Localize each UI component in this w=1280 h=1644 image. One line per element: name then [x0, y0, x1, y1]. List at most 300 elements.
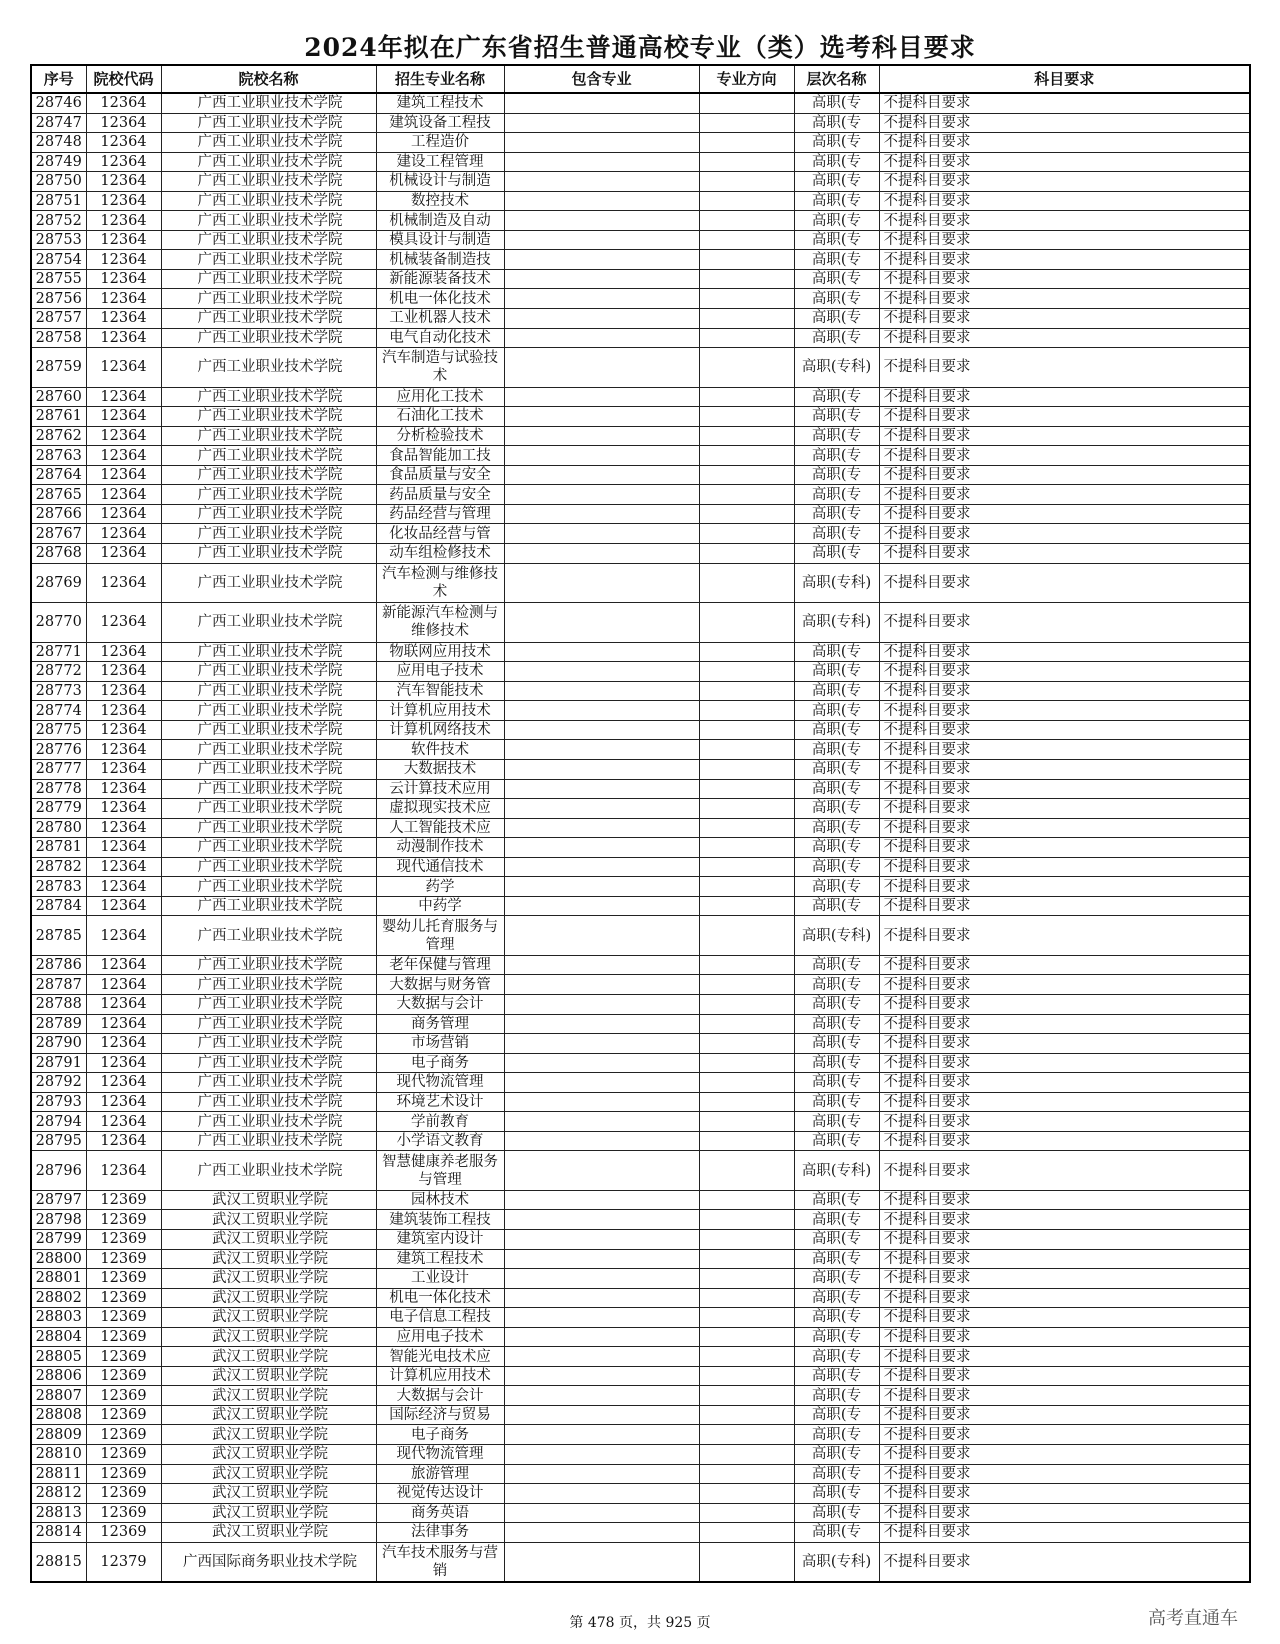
cell-school-name: 广西工业职业技术学院: [161, 465, 376, 485]
cell-level: 高职(专: [794, 269, 879, 289]
cell-subject-req: 不提科目要求: [879, 975, 1250, 995]
cell-level: 高职(专: [794, 485, 879, 505]
cell-school-name: 武汉工贸职业学院: [161, 1229, 376, 1249]
cell-level: 高职(专: [794, 779, 879, 799]
cell-school-code: 12369: [86, 1405, 161, 1425]
cell-seq: 28792: [31, 1073, 86, 1093]
cell-subject-req: 不提科目要求: [879, 113, 1250, 133]
cell-included-majors: [504, 1523, 699, 1543]
header-subject-req: 科目要求: [879, 65, 1250, 93]
cell-level: 高职(专: [794, 407, 879, 427]
cell-school-name: 广西工业职业技术学院: [161, 1112, 376, 1132]
cell-major-name: 学前教育: [376, 1112, 504, 1132]
cell-included-majors: [504, 93, 699, 113]
cell-subject-req: 不提科目要求: [879, 1445, 1250, 1465]
cell-school-code: 12364: [86, 309, 161, 329]
cell-major-direction: [699, 1445, 794, 1465]
cell-seq: 28813: [31, 1503, 86, 1523]
cell-level: 高职(专: [794, 1405, 879, 1425]
cell-major-name: 老年保健与管理: [376, 955, 504, 975]
cell-major-name: 现代物流管理: [376, 1445, 504, 1465]
cell-major-direction: [699, 799, 794, 819]
cell-major-name: 大数据与财务管: [376, 975, 504, 995]
table-row: [31, 524, 1250, 544]
cell-major-name: 电子商务: [376, 1425, 504, 1445]
cell-subject-req: 不提科目要求: [879, 211, 1250, 231]
cell-major-name: 数控技术: [376, 191, 504, 211]
cell-school-code: 12364: [86, 152, 161, 172]
cell-seq: 28791: [31, 1053, 86, 1073]
cell-major-name: 物联网应用技术: [376, 642, 504, 662]
cell-major-name: 石油化工技术: [376, 407, 504, 427]
cell-school-code: 12364: [86, 1112, 161, 1132]
cell-school-code: 12364: [86, 994, 161, 1014]
cell-major-direction: [699, 838, 794, 858]
cell-school-name: 广西工业职业技术学院: [161, 563, 376, 603]
cell-level: 高职(专: [794, 1425, 879, 1445]
table-row: [31, 896, 1250, 916]
cell-subject-req: 不提科目要求: [879, 1151, 1250, 1191]
cell-subject-req: 不提科目要求: [879, 1229, 1250, 1249]
cell-included-majors: [504, 133, 699, 153]
cell-included-majors: [504, 994, 699, 1014]
cell-seq: 28803: [31, 1308, 86, 1328]
cell-level: 高职(专: [794, 250, 879, 270]
cell-major-name: 建设工程管理: [376, 152, 504, 172]
cell-included-majors: [504, 1386, 699, 1406]
cell-school-name: 广西工业职业技术学院: [161, 230, 376, 250]
cell-level: 高职(专: [794, 328, 879, 348]
cell-school-code: 12364: [86, 799, 161, 819]
table-row: [31, 1405, 1250, 1425]
cell-major-name: 食品质量与安全: [376, 465, 504, 485]
cell-included-majors: [504, 857, 699, 877]
cell-school-name: 广西工业职业技术学院: [161, 662, 376, 682]
table-row: [31, 994, 1250, 1014]
cell-level: 高职(专: [794, 1210, 879, 1230]
cell-included-majors: [504, 1073, 699, 1093]
cell-school-code: 12369: [86, 1366, 161, 1386]
cell-school-name: 武汉工贸职业学院: [161, 1308, 376, 1328]
cell-major-direction: [699, 269, 794, 289]
cell-school-name: 广西工业职业技术学院: [161, 877, 376, 897]
table-row: [31, 289, 1250, 309]
cell-level: 高职(专科): [794, 916, 879, 956]
cell-included-majors: [504, 563, 699, 603]
cell-school-code: 12364: [86, 504, 161, 524]
cell-major-direction: [699, 603, 794, 643]
cell-school-code: 12364: [86, 93, 161, 113]
table-row: [31, 426, 1250, 446]
table-header-row: [31, 65, 1250, 93]
table-row: [31, 485, 1250, 505]
cell-major-direction: [699, 328, 794, 348]
cell-included-majors: [504, 1034, 699, 1054]
cell-major-name: 模具设计与制造: [376, 230, 504, 250]
cell-subject-req: 不提科目要求: [879, 250, 1250, 270]
table-row: [31, 1386, 1250, 1406]
table-row: [31, 1073, 1250, 1093]
cell-school-name: 广西工业职业技术学院: [161, 113, 376, 133]
cell-subject-req: 不提科目要求: [879, 1464, 1250, 1484]
cell-included-majors: [504, 485, 699, 505]
cell-seq: 28752: [31, 211, 86, 231]
cell-subject-req: 不提科目要求: [879, 1034, 1250, 1054]
cell-included-majors: [504, 504, 699, 524]
cell-included-majors: [504, 269, 699, 289]
cell-subject-req: 不提科目要求: [879, 818, 1250, 838]
cell-school-name: 广西工业职业技术学院: [161, 916, 376, 956]
cell-major-direction: [699, 1190, 794, 1210]
cell-seq: 28770: [31, 603, 86, 643]
cell-major-direction: [699, 250, 794, 270]
table-row: [31, 1542, 1250, 1582]
cell-school-code: 12364: [86, 877, 161, 897]
cell-school-name: 广西工业职业技术学院: [161, 642, 376, 662]
table-row: [31, 269, 1250, 289]
cell-level: 高职(专: [794, 152, 879, 172]
cell-seq: 28771: [31, 642, 86, 662]
cell-major-direction: [699, 1288, 794, 1308]
table-row: [31, 1190, 1250, 1210]
cell-included-majors: [504, 1542, 699, 1582]
cell-seq: 28801: [31, 1269, 86, 1289]
cell-included-majors: [504, 603, 699, 643]
cell-included-majors: [504, 1366, 699, 1386]
cell-major-direction: [699, 524, 794, 544]
cell-included-majors: [504, 465, 699, 485]
table-row: [31, 838, 1250, 858]
cell-school-code: 12369: [86, 1288, 161, 1308]
cell-included-majors: [504, 1327, 699, 1347]
cell-subject-req: 不提科目要求: [879, 779, 1250, 799]
cell-subject-req: 不提科目要求: [879, 1131, 1250, 1151]
cell-level: 高职(专: [794, 230, 879, 250]
cell-school-name: 武汉工贸职业学院: [161, 1405, 376, 1425]
cell-major-name: 建筑室内设计: [376, 1229, 504, 1249]
cell-school-name: 广西国际商务职业技术学院: [161, 1542, 376, 1582]
cell-major-name: 工业设计: [376, 1269, 504, 1289]
cell-major-name: 建筑装饰工程技: [376, 1210, 504, 1230]
cell-level: 高职(专: [794, 1131, 879, 1151]
cell-school-code: 12364: [86, 407, 161, 427]
cell-major-direction: [699, 485, 794, 505]
cell-seq: 28757: [31, 309, 86, 329]
cell-school-name: 广西工业职业技术学院: [161, 269, 376, 289]
cell-school-code: 12364: [86, 1073, 161, 1093]
cell-major-direction: [699, 191, 794, 211]
cell-school-name: 武汉工贸职业学院: [161, 1386, 376, 1406]
cell-school-name: 广西工业职业技术学院: [161, 994, 376, 1014]
cell-seq: 28805: [31, 1347, 86, 1367]
cell-subject-req: 不提科目要求: [879, 857, 1250, 877]
table-row: [31, 877, 1250, 897]
cell-subject-req: 不提科目要求: [879, 603, 1250, 643]
cell-subject-req: 不提科目要求: [879, 524, 1250, 544]
cell-school-code: 12364: [86, 563, 161, 603]
header-seq: 序号: [31, 65, 86, 93]
cell-subject-req: 不提科目要求: [879, 309, 1250, 329]
cell-subject-req: 不提科目要求: [879, 1073, 1250, 1093]
table-row: [31, 1327, 1250, 1347]
cell-school-name: 武汉工贸职业学院: [161, 1249, 376, 1269]
cell-seq: 28755: [31, 269, 86, 289]
cell-school-name: 武汉工贸职业学院: [161, 1464, 376, 1484]
table-row: [31, 1503, 1250, 1523]
cell-subject-req: 不提科目要求: [879, 1190, 1250, 1210]
cell-included-majors: [504, 975, 699, 995]
cell-major-direction: [699, 681, 794, 701]
cell-seq: 28786: [31, 955, 86, 975]
cell-included-majors: [504, 799, 699, 819]
cell-school-name: 广西工业职业技术学院: [161, 309, 376, 329]
cell-major-direction: [699, 994, 794, 1014]
cell-included-majors: [504, 955, 699, 975]
cell-major-name: 工程造价: [376, 133, 504, 153]
cell-included-majors: [504, 701, 699, 721]
cell-major-name: 国际经济与贸易: [376, 1405, 504, 1425]
cell-major-direction: [699, 1405, 794, 1425]
cell-major-name: 电子信息工程技: [376, 1308, 504, 1328]
cell-subject-req: 不提科目要求: [879, 701, 1250, 721]
cell-level: 高职(专: [794, 1366, 879, 1386]
cell-major-direction: [699, 1523, 794, 1543]
cell-major-name: 虚拟现实技术应: [376, 799, 504, 819]
cell-seq: 28795: [31, 1131, 86, 1151]
cell-school-name: 武汉工贸职业学院: [161, 1288, 376, 1308]
cell-school-name: 广西工业职业技术学院: [161, 426, 376, 446]
cell-level: 高职(专: [794, 1523, 879, 1543]
cell-major-name: 新能源装备技术: [376, 269, 504, 289]
cell-level: 高职(专: [794, 191, 879, 211]
cell-school-code: 12364: [86, 113, 161, 133]
cell-seq: 28779: [31, 799, 86, 819]
cell-school-name: 广西工业职业技术学院: [161, 955, 376, 975]
cell-subject-req: 不提科目要求: [879, 1308, 1250, 1328]
table-row: [31, 563, 1250, 603]
cell-major-name: 婴幼儿托育服务与管理: [376, 916, 504, 956]
cell-subject-req: 不提科目要求: [879, 877, 1250, 897]
cell-major-direction: [699, 1425, 794, 1445]
cell-school-code: 12364: [86, 250, 161, 270]
cell-included-majors: [504, 642, 699, 662]
cell-major-name: 大数据技术: [376, 759, 504, 779]
cell-school-name: 武汉工贸职业学院: [161, 1445, 376, 1465]
cell-level: 高职(专: [794, 211, 879, 231]
cell-school-name: 广西工业职业技术学院: [161, 740, 376, 760]
cell-subject-req: 不提科目要求: [879, 172, 1250, 192]
cell-major-direction: [699, 504, 794, 524]
cell-seq: 28749: [31, 152, 86, 172]
cell-major-direction: [699, 309, 794, 329]
cell-major-direction: [699, 975, 794, 995]
cell-major-direction: [699, 152, 794, 172]
cell-major-name: 商务英语: [376, 1503, 504, 1523]
table-row: [31, 1092, 1250, 1112]
table-row: [31, 740, 1250, 760]
cell-level: 高职(专: [794, 896, 879, 916]
cell-seq: 28809: [31, 1425, 86, 1445]
cell-school-code: 12364: [86, 172, 161, 192]
cell-major-name: 商务管理: [376, 1014, 504, 1034]
table-row: [31, 955, 1250, 975]
cell-seq: 28758: [31, 328, 86, 348]
cell-seq: 28811: [31, 1464, 86, 1484]
cell-included-majors: [504, 916, 699, 956]
cell-subject-req: 不提科目要求: [879, 407, 1250, 427]
table-row: [31, 172, 1250, 192]
cell-school-name: 广西工业职业技术学院: [161, 681, 376, 701]
cell-level: 高职(专: [794, 720, 879, 740]
cell-seq: 28807: [31, 1386, 86, 1406]
cell-seq: 28808: [31, 1405, 86, 1425]
cell-subject-req: 不提科目要求: [879, 1249, 1250, 1269]
cell-school-name: 广西工业职业技术学院: [161, 799, 376, 819]
table-row: [31, 133, 1250, 153]
header-included-majors: 包含专业: [504, 65, 699, 93]
cell-level: 高职(专: [794, 1464, 879, 1484]
cell-major-direction: [699, 1327, 794, 1347]
cell-included-majors: [504, 1151, 699, 1191]
cell-major-direction: [699, 1464, 794, 1484]
cell-school-code: 12364: [86, 838, 161, 858]
cell-school-name: 广西工业职业技术学院: [161, 603, 376, 643]
cell-included-majors: [504, 1131, 699, 1151]
cell-level: 高职(专科): [794, 603, 879, 643]
cell-school-name: 广西工业职业技术学院: [161, 1073, 376, 1093]
cell-level: 高职(专: [794, 387, 879, 407]
header-level: 层次名称: [794, 65, 879, 93]
cell-included-majors: [504, 779, 699, 799]
cell-major-direction: [699, 740, 794, 760]
cell-major-direction: [699, 407, 794, 427]
table-row: [31, 93, 1250, 113]
cell-school-name: 广西工业职业技术学院: [161, 289, 376, 309]
cell-included-majors: [504, 348, 699, 388]
cell-included-majors: [504, 1484, 699, 1504]
cell-level: 高职(专: [794, 93, 879, 113]
cell-level: 高职(专: [794, 544, 879, 564]
cell-school-code: 12364: [86, 896, 161, 916]
cell-school-name: 广西工业职业技术学院: [161, 348, 376, 388]
cell-major-direction: [699, 857, 794, 877]
cell-school-code: 12364: [86, 857, 161, 877]
cell-school-code: 12364: [86, 759, 161, 779]
cell-subject-req: 不提科目要求: [879, 740, 1250, 760]
cell-level: 高职(专: [794, 426, 879, 446]
cell-included-majors: [504, 387, 699, 407]
cell-school-name: 武汉工贸职业学院: [161, 1269, 376, 1289]
cell-included-majors: [504, 152, 699, 172]
table-row: [31, 504, 1250, 524]
table-row: [31, 857, 1250, 877]
cell-seq: 28793: [31, 1092, 86, 1112]
cell-school-name: 广西工业职业技术学院: [161, 1131, 376, 1151]
cell-subject-req: 不提科目要求: [879, 348, 1250, 388]
table-row: [31, 1308, 1250, 1328]
table-row: [31, 818, 1250, 838]
cell-subject-req: 不提科目要求: [879, 759, 1250, 779]
cell-included-majors: [504, 230, 699, 250]
cell-major-name: 建筑工程技术: [376, 1249, 504, 1269]
cell-seq: 28768: [31, 544, 86, 564]
cell-major-direction: [699, 230, 794, 250]
cell-seq: 28804: [31, 1327, 86, 1347]
cell-school-code: 12364: [86, 916, 161, 956]
cell-seq: 28799: [31, 1229, 86, 1249]
cell-level: 高职(专: [794, 524, 879, 544]
cell-level: 高职(专: [794, 1484, 879, 1504]
cell-subject-req: 不提科目要求: [879, 191, 1250, 211]
cell-included-majors: [504, 426, 699, 446]
cell-school-code: 12364: [86, 1014, 161, 1034]
cell-major-name: 现代通信技术: [376, 857, 504, 877]
cell-level: 高职(专: [794, 1092, 879, 1112]
table-row: [31, 1269, 1250, 1289]
cell-included-majors: [504, 681, 699, 701]
cell-school-code: 12369: [86, 1327, 161, 1347]
table-row: [31, 1445, 1250, 1465]
cell-subject-req: 不提科目要求: [879, 504, 1250, 524]
cell-subject-req: 不提科目要求: [879, 838, 1250, 858]
cell-subject-req: 不提科目要求: [879, 446, 1250, 466]
cell-major-name: 计算机应用技术: [376, 701, 504, 721]
cell-school-code: 12364: [86, 485, 161, 505]
cell-school-name: 广西工业职业技术学院: [161, 524, 376, 544]
cell-level: 高职(专: [794, 759, 879, 779]
cell-major-direction: [699, 1151, 794, 1191]
table-row: [31, 1053, 1250, 1073]
cell-subject-req: 不提科目要求: [879, 662, 1250, 682]
table-row: [31, 1229, 1250, 1249]
cell-major-name: 计算机网络技术: [376, 720, 504, 740]
cell-school-code: 12364: [86, 446, 161, 466]
cell-major-direction: [699, 955, 794, 975]
cell-major-name: 现代物流管理: [376, 1073, 504, 1093]
table-row: [31, 152, 1250, 172]
cell-included-majors: [504, 1229, 699, 1249]
cell-subject-req: 不提科目要求: [879, 387, 1250, 407]
cell-seq: 28766: [31, 504, 86, 524]
cell-school-code: 12364: [86, 133, 161, 153]
cell-major-direction: [699, 1014, 794, 1034]
cell-level: 高职(专: [794, 1034, 879, 1054]
cell-included-majors: [504, 720, 699, 740]
cell-school-name: 广西工业职业技术学院: [161, 328, 376, 348]
cell-subject-req: 不提科目要求: [879, 994, 1250, 1014]
cell-level: 高职(专: [794, 818, 879, 838]
cell-level: 高职(专: [794, 975, 879, 995]
cell-major-name: 软件技术: [376, 740, 504, 760]
cell-school-name: 广西工业职业技术学院: [161, 172, 376, 192]
cell-subject-req: 不提科目要求: [879, 1425, 1250, 1445]
cell-level: 高职(专: [794, 172, 879, 192]
cell-major-name: 智能光电技术应: [376, 1347, 504, 1367]
cell-major-direction: [699, 1542, 794, 1582]
table-row: [31, 211, 1250, 231]
table-row: [31, 309, 1250, 329]
cell-major-name: 人工智能技术应: [376, 818, 504, 838]
cell-major-direction: [699, 1229, 794, 1249]
cell-seq: 28788: [31, 994, 86, 1014]
cell-major-name: 应用化工技术: [376, 387, 504, 407]
cell-subject-req: 不提科目要求: [879, 955, 1250, 975]
table-row: [31, 407, 1250, 427]
table-row: [31, 1425, 1250, 1445]
cell-major-name: 大数据与会计: [376, 1386, 504, 1406]
cell-level: 高职(专: [794, 877, 879, 897]
cell-seq: 28760: [31, 387, 86, 407]
